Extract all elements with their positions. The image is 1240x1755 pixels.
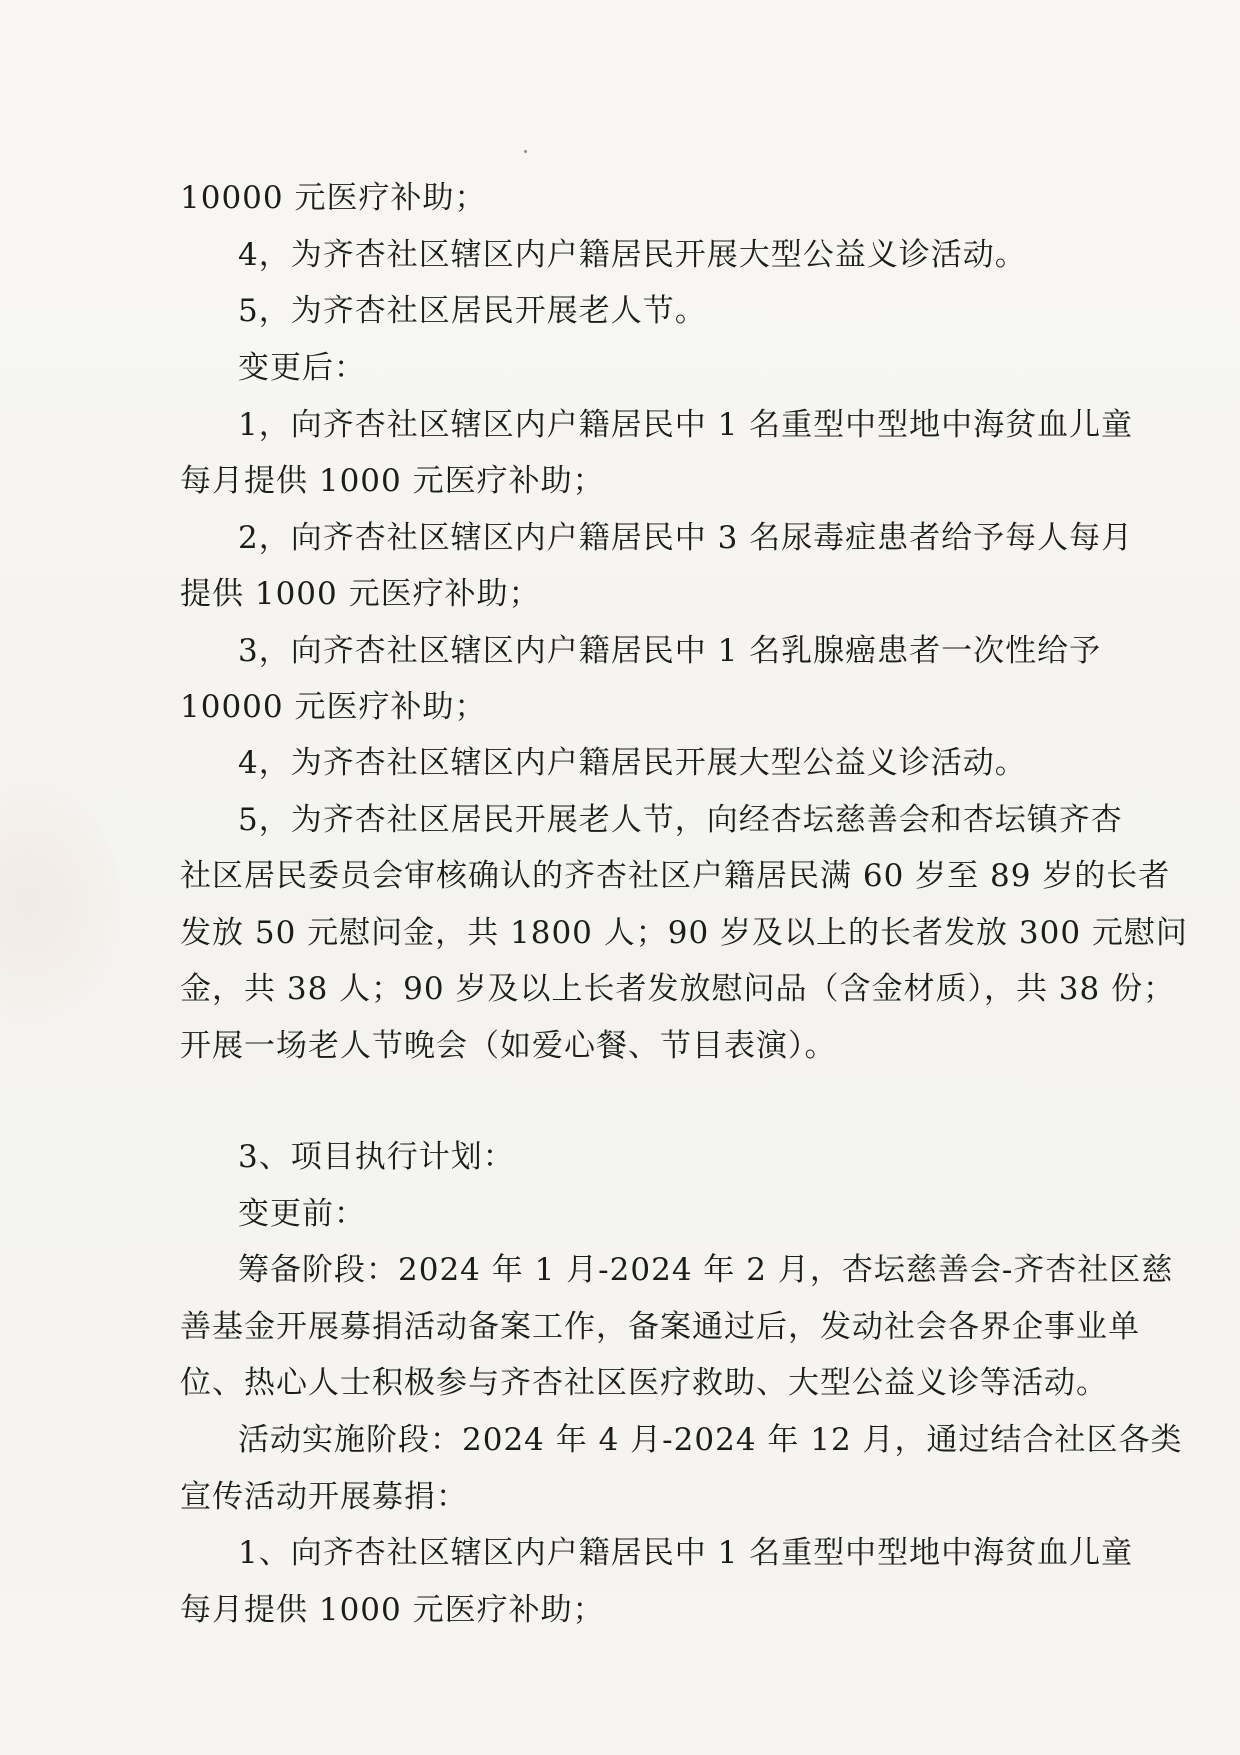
section-label-after-change: 变更后：: [238, 350, 366, 386]
text-line: 善基金开展募捐活动备案工作，备案通过后，发动社会各界企事业单: [180, 1309, 1140, 1345]
text-line: 4，为齐杏社区辖区内户籍居民开展大型公益义诊活动。: [238, 237, 1027, 273]
text-line: 5，为齐杏社区居民开展老人节，向经杏坛慈善会和杏坛镇齐杏: [238, 802, 1123, 838]
text-line: 金，共 38 人；90 岁及以上长者发放慰问品（含金材质），共 38 份；: [180, 971, 1176, 1007]
text-line: 宣传活动开展募捐：: [180, 1479, 468, 1515]
text-line: 10000 元医疗补助；: [180, 689, 487, 725]
text-line: 10000 元医疗补助；: [180, 180, 487, 216]
text-line: 筹备阶段：2024 年 1 月-2024 年 2 月，杏坛慈善会-齐杏社区慈: [238, 1252, 1174, 1288]
scan-speck: [524, 150, 527, 153]
text-line: 每月提供 1000 元医疗补助；: [180, 1592, 605, 1628]
text-line: 位、热心人士积极参与齐杏社区医疗救助、大型公益义诊等活动。: [180, 1365, 1108, 1401]
text-line: 4，为齐杏社区辖区内户籍居民开展大型公益义诊活动。: [238, 745, 1027, 781]
text-line: 2，向齐杏社区辖区内户籍居民中 3 名尿毒症患者给予每人每月: [238, 520, 1134, 556]
text-line: 3，向齐杏社区辖区内户籍居民中 1 名乳腺癌患者一次性给予: [238, 633, 1102, 669]
text-line: 每月提供 1000 元医疗补助；: [180, 463, 605, 499]
faded-stamp-mark: [0, 780, 120, 1020]
text-line: 开展一场老人节晚会（如爱心餐、节目表演）。: [180, 1028, 837, 1064]
section-heading-execution-plan: 3、项目执行计划：: [238, 1139, 515, 1175]
text-line: 5，为齐杏社区居民开展老人节。: [238, 293, 707, 329]
text-line: 发放 50 元慰问金，共 1800 人；90 岁及以上的长者发放 300 元慰问: [180, 915, 1188, 951]
text-line: 1，向齐杏社区辖区内户籍居民中 1 名重型中型地中海贫血儿童: [238, 407, 1134, 443]
text-line: 社区居民委员会审核确认的齐杏社区户籍居民满 60 岁至 89 岁的长者: [180, 858, 1171, 894]
text-line: 提供 1000 元医疗补助；: [180, 576, 541, 612]
text-line: 活动实施阶段：2024 年 4 月-2024 年 12 月，通过结合社区各类: [238, 1422, 1183, 1458]
text-line: 1、向齐杏社区辖区内户籍居民中 1 名重型中型地中海贫血儿童: [238, 1535, 1134, 1571]
section-label-before-change: 变更前：: [238, 1196, 366, 1232]
